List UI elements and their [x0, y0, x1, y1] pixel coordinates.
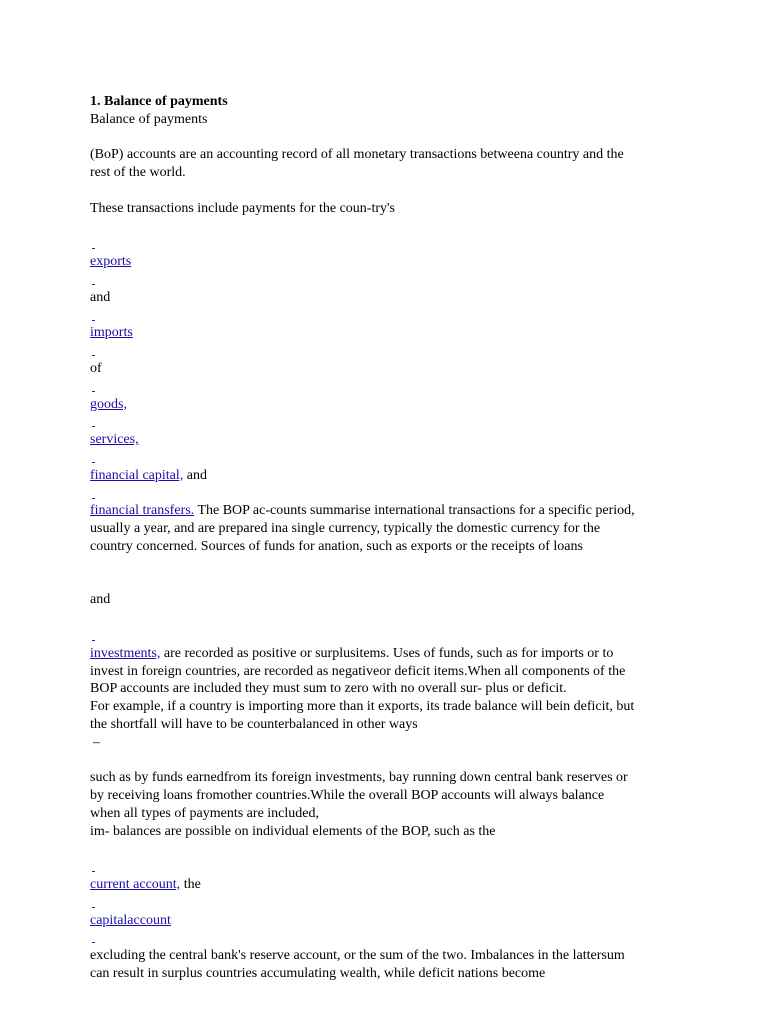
link-dash — [90, 413, 682, 431]
dash-text: – — [93, 734, 100, 750]
paragraph-text: These transactions include payments for the coun-try's — [90, 200, 395, 216]
inline-text: and — [186, 467, 208, 483]
link-goods[interactable]: goods, — [90, 396, 127, 412]
paragraph-text: Balance of payments — [90, 111, 208, 127]
paragraph-text: im- balances are possible on individual elements of the BOP, such as the — [90, 823, 496, 839]
paragraph-text: and — [90, 289, 111, 305]
paragraph-text: rest of the world. — [90, 165, 186, 181]
link-exports[interactable]: exports — [90, 254, 132, 270]
link-dash — [90, 485, 682, 503]
paragraph-text: when all types of payments are included, — [90, 805, 319, 821]
inline-text: are recorded as positive or surplusitems. Uses of funds, such as for imports or to — [163, 645, 614, 661]
paragraph-text: can result in surplus countries accumulating wealth, while deficit nations become — [90, 966, 546, 982]
link-investments[interactable]: investments, — [90, 645, 161, 661]
paragraph-text: of — [90, 360, 102, 376]
link-dash — [90, 449, 682, 467]
link-financial-transfers[interactable]: financial transfers. — [90, 503, 195, 519]
paragraph-text: and — [90, 592, 111, 608]
link-dash — [90, 929, 682, 947]
paragraph-text: excluding the central bank's reserve account, or the sum of the two. Imbalances in the lattersum — [90, 948, 625, 964]
link-imports[interactable]: imports — [90, 325, 133, 341]
paragraph-text: by receiving loans fromother countries.While the overall BOP accounts will always balance — [90, 788, 605, 804]
link-financial-capital[interactable]: financial capital, — [90, 467, 184, 483]
paragraph-text: BOP accounts are included they must sum to zero with no overall sur- plus or deficit. — [90, 681, 567, 697]
paragraph-text: the shortfall will have to be counterbalanced in other ways — [90, 716, 418, 732]
link-current-account[interactable]: current account, — [90, 877, 181, 893]
link-dash — [90, 858, 682, 876]
inline-text: The BOP ac-counts summarise international transactions for a specific period, — [197, 503, 635, 519]
link-dash — [90, 235, 682, 253]
inline-text: the — [183, 877, 201, 893]
link-dash — [90, 378, 682, 396]
paragraph-text: such as by funds earnedfrom its foreign investments, bay running down central bank reserves or — [90, 770, 628, 786]
paragraph-text — [90, 556, 682, 574]
link-dash — [90, 342, 682, 360]
document-body — [90, 93, 682, 983]
paragraph-text: usually a year, and are prepared ina single currency, typically the domestic currency for the — [90, 521, 601, 537]
link-services[interactable]: services, — [90, 432, 139, 448]
link-dash — [90, 307, 682, 325]
section-heading: 1. Balance of payments — [90, 94, 228, 109]
link-capital-account[interactable]: capitalaccount — [90, 912, 171, 928]
link-dash — [90, 627, 682, 645]
paragraph-text: invest in foreign countries, are recorded as negativeor deficit items.When all components of the — [90, 663, 626, 679]
link-dash — [90, 271, 682, 289]
link-dash — [90, 894, 682, 912]
paragraph-text: country concerned. Sources of funds for anation, such as exports or the receipts of loans — [90, 538, 583, 554]
paragraph-text: For example, if a country is importing more than it exports, its trade balance will bein deficit, but — [90, 699, 635, 715]
paragraph-text: (BoP) accounts are an accounting record of all monetary transactions betweena country and the — [90, 147, 624, 163]
